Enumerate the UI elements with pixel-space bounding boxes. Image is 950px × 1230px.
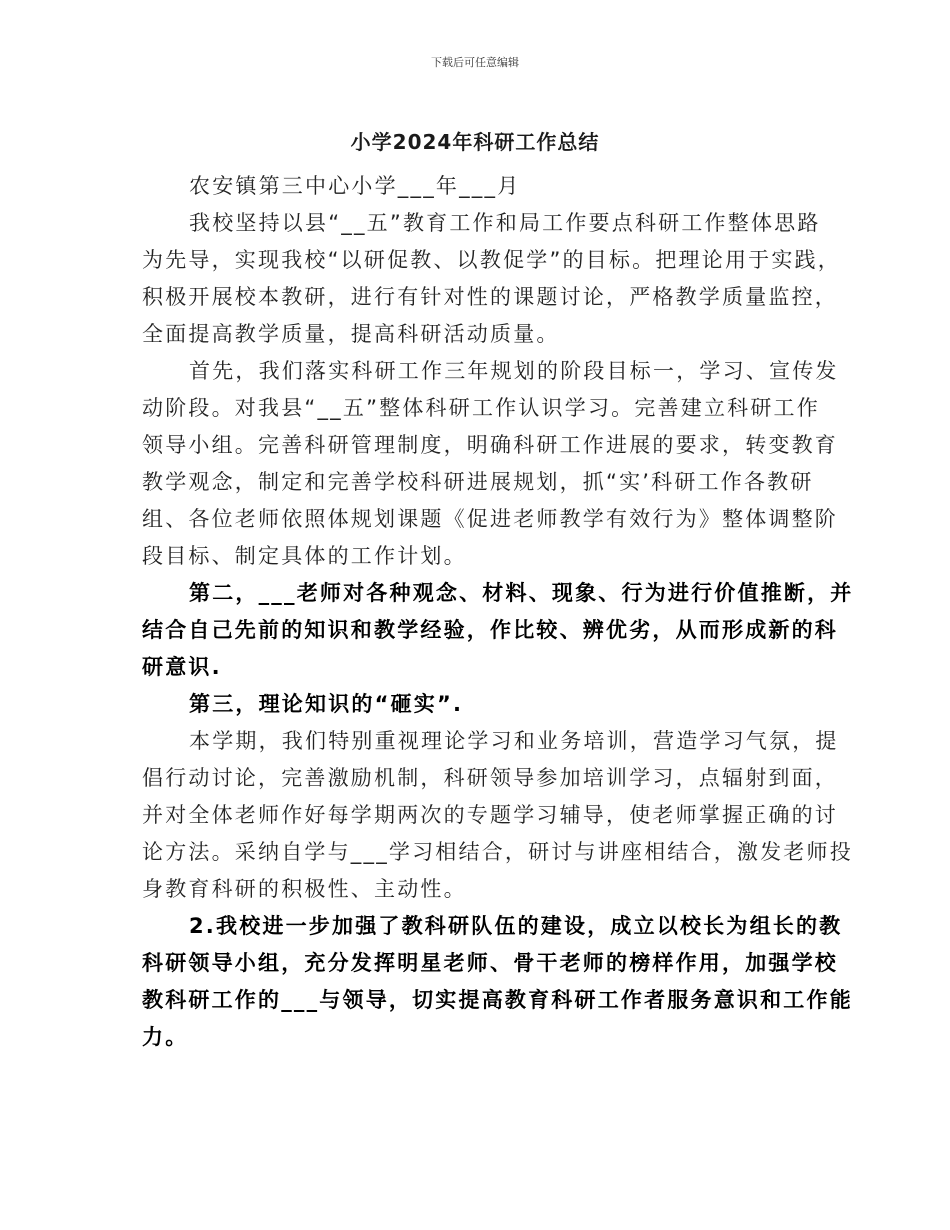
paragraph-line: 全面提高教学质量，提高科研活动质量。 — [142, 322, 560, 346]
paragraph-line: 结合自己先前的知识和教学经验，作比较、辨优劣，从而形成新的科 — [142, 618, 838, 642]
paragraph — [142, 575, 854, 686]
paragraph — [142, 168, 822, 205]
paragraph-line: 研意识. — [142, 655, 222, 679]
paragraph — [142, 353, 839, 575]
paragraph — [142, 723, 853, 908]
paragraph-line: 教科研工作的___与领导，切实提高教育科研工作者服务意识和工作能 — [142, 988, 853, 1012]
paragraph — [142, 908, 853, 1056]
header-note: 下载后可任意编辑 — [431, 56, 519, 69]
paragraph-line: 本学期，我们特别重视理论学习和业务培训，营造学习气氛，提 — [189, 729, 839, 753]
paragraph-line: 身教育科研的积极性、主动性。 — [142, 877, 467, 901]
paragraph-line: 论方法。采纳自学与___学习相结合，研讨与讲座相结合，激发老师投 — [142, 840, 853, 864]
paragraph-line: 为先导，实现我校“以研促教、以教促学”的目标。把理论用于实践， — [142, 248, 841, 272]
paragraph-line: 倡行动讨论，完善激励机制，科研领导参加培训学习，点辐射到面， — [142, 766, 838, 790]
paragraph-line: 首先，我们落实科研工作三年规划的阶段目标一，学习、宣传发 — [189, 359, 839, 383]
paragraph — [142, 686, 822, 723]
paragraph-line: 动阶段。对我县“__五”整体科研工作认识学习。完善建立科研工作 — [142, 396, 820, 420]
paragraph-line: 科研领导小组，充分发挥明星老师、骨干老师的榜样作用，加强学校 — [142, 951, 838, 975]
paragraph — [142, 205, 841, 353]
paragraph-line: 第三，理论知识的“砸实”. — [189, 692, 464, 716]
paragraph-line: 我校坚持以县“__五”教育工作和局工作要点科研工作整体思路 — [189, 211, 821, 235]
paragraph-line: 段目标、制定具体的工作计划。 — [142, 544, 467, 568]
paragraph-line: 组、各位老师依照体规划课题《促进老师教学有效行为》整体调整阶 — [142, 507, 838, 531]
paragraph-line: 并对全体老师作好每学期两次的专题学习辅导，使老师掌握正确的讨 — [142, 803, 838, 827]
page-title: 小学2024年科研工作总结 — [350, 130, 600, 154]
paragraph-line: 积极开展校本教研，进行有针对性的课题讨论，严格教学质量监控， — [142, 285, 838, 309]
paragraph-line: 第二，___老师对各种观念、材料、现象、行为进行价值推断，并 — [189, 581, 854, 605]
paragraph-line: 力。 — [142, 1025, 189, 1049]
paragraph-line: 2.我校进一步加强了教科研队伍的建设，成立以校长为组长的教 — [189, 914, 843, 938]
document-body — [142, 168, 854, 1056]
paragraph-line: 教学观念，制定和完善学校科研进展规划，抓“实’科研工作各教研 — [142, 470, 814, 494]
paragraph-line: 领导小组。完善科研管理制度，明确科研工作进展的要求，转变教育 — [142, 433, 838, 457]
paragraph-line: 农安镇第三中心小学___年___月 — [189, 174, 521, 198]
